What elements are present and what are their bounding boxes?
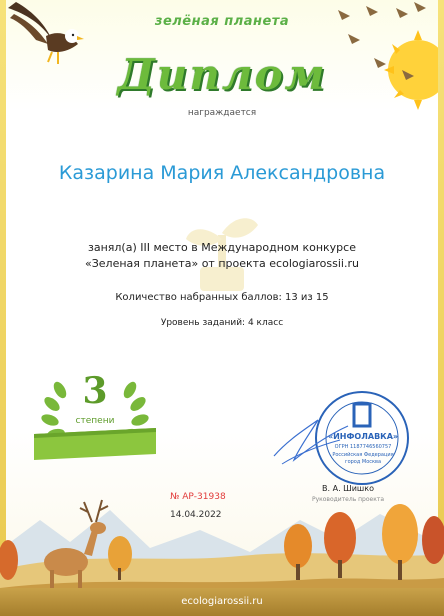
award-description <box>0 240 444 272</box>
score-text: Количество набранных баллов: 13 из 15 <box>115 292 329 303</box>
awarded-label: награждается <box>187 108 257 118</box>
recipient-name: Казарина Мария Александровна <box>58 162 386 184</box>
stamp-country: Российская Федерация <box>332 452 394 458</box>
level-text: Уровень заданий: 4 класс <box>160 318 284 328</box>
signer-role: Руководитель проекта <box>311 496 385 503</box>
stamp-ogrn: ОГРН 1187746560757 <box>334 444 392 450</box>
award-line-1: занял(а) III место в Международном конкурсе <box>88 241 356 254</box>
diploma-title: Диплом <box>117 50 327 99</box>
signer-name: В. А. Шишко <box>322 484 374 493</box>
stamp-city: город Москва <box>344 459 382 465</box>
award-line-2: «Зеленая планета» от проекта ecologiarossii.ru <box>85 257 359 270</box>
document-number: № АР-31938 <box>170 492 226 502</box>
signature-scribble <box>268 400 358 470</box>
issue-date: 14.04.2022 <box>170 510 222 520</box>
degree-word: степени <box>75 416 115 426</box>
stamp-name: «ИНФОЛАВКА» <box>327 432 399 441</box>
degree-number: 3 <box>82 370 108 412</box>
footer-site: ecologiarossii.ru <box>181 596 263 607</box>
brand-label: зелёная планета <box>154 14 290 29</box>
